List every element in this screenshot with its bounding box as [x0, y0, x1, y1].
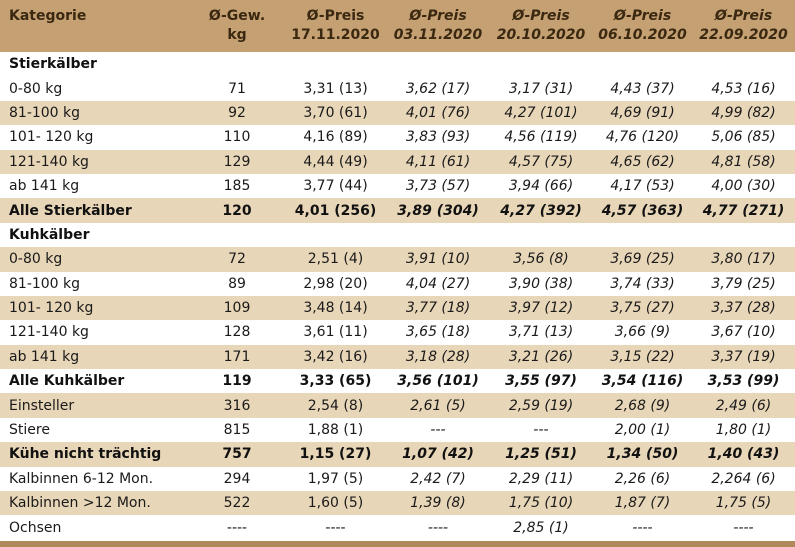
- price-cell: [692, 52, 795, 76]
- table-row: [0, 345, 795, 369]
- bottom-border: [0, 541, 795, 547]
- weight-cell: 120: [190, 198, 284, 222]
- category-cell: Ochsen: [0, 515, 190, 539]
- price-cell: ---: [387, 418, 489, 442]
- price-cell: [489, 223, 593, 247]
- price-cell: 3,69 (25): [593, 247, 692, 271]
- weight-cell: 171: [190, 345, 284, 369]
- price-cell: ---: [489, 418, 593, 442]
- price-cell: 2,00 (1): [593, 418, 692, 442]
- price-cell: 4,69 (91): [593, 101, 692, 125]
- price-cell: 1,97 (5): [284, 467, 387, 491]
- header-weight: Ø-Gew. kg: [190, 0, 284, 52]
- table-row: [0, 418, 795, 442]
- price-cell: 4,17 (53): [593, 174, 692, 198]
- price-cell: 3,48 (14): [284, 296, 387, 320]
- price-cell: 4,56 (119): [489, 125, 593, 149]
- price-cell: 3,77 (18): [387, 296, 489, 320]
- category-cell: Stierkälber: [0, 52, 190, 76]
- price-cell: 3,55 (97): [489, 369, 593, 393]
- price-cell: 3,17 (31): [489, 76, 593, 100]
- table-row: [0, 101, 795, 125]
- price-cell: 3,66 (9): [593, 320, 692, 344]
- category-cell: ab 141 kg: [0, 174, 190, 198]
- section-header-row: [0, 223, 795, 247]
- section-header-row: [0, 52, 795, 76]
- weight-cell: 128: [190, 320, 284, 344]
- table-row: [0, 150, 795, 174]
- price-cell: 3,65 (18): [387, 320, 489, 344]
- price-cell: 1,39 (8): [387, 491, 489, 515]
- price-cell: 3,54 (116): [593, 369, 692, 393]
- price-cell: 1,60 (5): [284, 491, 387, 515]
- price-cell: 4,11 (61): [387, 150, 489, 174]
- price-cell: 3,42 (16): [284, 345, 387, 369]
- price-cell: 2,49 (6): [692, 393, 795, 417]
- price-cell: 4,77 (271): [692, 198, 795, 222]
- weight-cell: 89: [190, 272, 284, 296]
- price-cell: 2,264 (6): [692, 467, 795, 491]
- category-cell: Kuhkälber: [0, 223, 190, 247]
- price-cell: 4,53 (16): [692, 76, 795, 100]
- price-cell: 4,27 (101): [489, 101, 593, 125]
- total-row: [0, 198, 795, 222]
- price-cell: 3,33 (65): [284, 369, 387, 393]
- price-cell: 3,70 (61): [284, 101, 387, 125]
- weight-cell: [190, 223, 284, 247]
- price-cell: 4,57 (75): [489, 150, 593, 174]
- price-cell: 1,15 (27): [284, 442, 387, 466]
- table-row: [0, 393, 795, 417]
- price-cell: [692, 223, 795, 247]
- table-row: [0, 174, 795, 198]
- table-row: [0, 515, 795, 539]
- price-cell: [284, 223, 387, 247]
- header-kategorie: Kategorie: [0, 0, 190, 52]
- price-cell: 2,26 (6): [593, 467, 692, 491]
- table-row: [0, 125, 795, 149]
- table-row: [0, 320, 795, 344]
- category-cell: Kalbinnen >12 Mon.: [0, 491, 190, 515]
- price-cell: [593, 52, 692, 76]
- price-cell: 1,80 (1): [692, 418, 795, 442]
- price-cell: 2,59 (19): [489, 393, 593, 417]
- price-cell: [387, 52, 489, 76]
- price-cell: 4,65 (62): [593, 150, 692, 174]
- table-body: [0, 52, 795, 540]
- price-cell: 3,56 (8): [489, 247, 593, 271]
- price-cell: 2,85 (1): [489, 515, 593, 539]
- price-cell: 1,34 (50): [593, 442, 692, 466]
- price-cell: 3,94 (66): [489, 174, 593, 198]
- price-cell: 3,37 (28): [692, 296, 795, 320]
- weight-cell: 815: [190, 418, 284, 442]
- category-cell: 0-80 kg: [0, 76, 190, 100]
- price-cell: 3,61 (11): [284, 320, 387, 344]
- total-row: [0, 442, 795, 466]
- category-cell: 101- 120 kg: [0, 296, 190, 320]
- category-cell: 81-100 kg: [0, 272, 190, 296]
- table-row: [0, 467, 795, 491]
- category-cell: 101- 120 kg: [0, 125, 190, 149]
- total-row: [0, 369, 795, 393]
- price-cell: 1,87 (7): [593, 491, 692, 515]
- category-cell: Stiere: [0, 418, 190, 442]
- price-cell: ----: [284, 515, 387, 539]
- price-cell: 1,88 (1): [284, 418, 387, 442]
- price-cell: 4,44 (49): [284, 150, 387, 174]
- price-cell: ----: [593, 515, 692, 539]
- price-cell: 1,25 (51): [489, 442, 593, 466]
- weight-cell: 294: [190, 467, 284, 491]
- price-cell: 3,62 (17): [387, 76, 489, 100]
- weight-cell: 316: [190, 393, 284, 417]
- price-cell: 3,73 (57): [387, 174, 489, 198]
- header-price-2: Ø-Preis 03.11.2020: [387, 0, 489, 52]
- price-cell: 4,81 (58): [692, 150, 795, 174]
- weight-cell: 72: [190, 247, 284, 271]
- price-cell: 2,68 (9): [593, 393, 692, 417]
- header-price-1: Ø-Preis 17.11.2020: [284, 0, 387, 52]
- weight-cell: 110: [190, 125, 284, 149]
- weight-cell: 757: [190, 442, 284, 466]
- weight-cell: 522: [190, 491, 284, 515]
- price-cell: 3,89 (304): [387, 198, 489, 222]
- price-cell: 3,21 (26): [489, 345, 593, 369]
- price-cell: 3,67 (10): [692, 320, 795, 344]
- header-price-3: Ø-Preis 20.10.2020: [489, 0, 593, 52]
- price-cell: 4,04 (27): [387, 272, 489, 296]
- category-cell: Alle Stierkälber: [0, 198, 190, 222]
- price-cell: 3,75 (27): [593, 296, 692, 320]
- header-price-5: Ø-Preis 22.09.2020: [692, 0, 795, 52]
- price-cell: 3,90 (38): [489, 272, 593, 296]
- price-cell: 1,07 (42): [387, 442, 489, 466]
- price-cell: 3,79 (25): [692, 272, 795, 296]
- price-cell: ----: [387, 515, 489, 539]
- price-cell: [593, 223, 692, 247]
- category-cell: 81-100 kg: [0, 101, 190, 125]
- price-cell: 4,76 (120): [593, 125, 692, 149]
- price-cell: 3,74 (33): [593, 272, 692, 296]
- price-cell: 1,75 (10): [489, 491, 593, 515]
- table-row: [0, 296, 795, 320]
- price-cell: 3,18 (28): [387, 345, 489, 369]
- price-cell: 3,77 (44): [284, 174, 387, 198]
- price-cell: 2,61 (5): [387, 393, 489, 417]
- table-header: [0, 0, 795, 52]
- price-cell: 1,75 (5): [692, 491, 795, 515]
- weight-cell: 109: [190, 296, 284, 320]
- table-row: [0, 491, 795, 515]
- price-cell: 3,56 (101): [387, 369, 489, 393]
- table-row: [0, 247, 795, 271]
- weight-cell: ----: [190, 515, 284, 539]
- price-cell: 2,98 (20): [284, 272, 387, 296]
- price-cell: 3,71 (13): [489, 320, 593, 344]
- category-cell: ab 141 kg: [0, 345, 190, 369]
- price-cell: 5,06 (85): [692, 125, 795, 149]
- price-cell: 4,27 (392): [489, 198, 593, 222]
- price-cell: 4,01 (76): [387, 101, 489, 125]
- price-cell: 2,29 (11): [489, 467, 593, 491]
- weight-cell: 119: [190, 369, 284, 393]
- price-cell: [489, 52, 593, 76]
- price-cell: [284, 52, 387, 76]
- table-row: [0, 272, 795, 296]
- price-cell: 3,15 (22): [593, 345, 692, 369]
- weight-cell: 185: [190, 174, 284, 198]
- price-cell: 4,57 (363): [593, 198, 692, 222]
- price-cell: 1,40 (43): [692, 442, 795, 466]
- category-cell: Alle Kuhkälber: [0, 369, 190, 393]
- weight-cell: 129: [190, 150, 284, 174]
- price-cell: 4,99 (82): [692, 101, 795, 125]
- weight-cell: 71: [190, 76, 284, 100]
- price-cell: 4,00 (30): [692, 174, 795, 198]
- category-cell: Kalbinnen 6-12 Mon.: [0, 467, 190, 491]
- weight-cell: [190, 52, 284, 76]
- price-cell: 3,53 (99): [692, 369, 795, 393]
- price-cell: 2,42 (7): [387, 467, 489, 491]
- category-cell: Kühe nicht trächtig: [0, 442, 190, 466]
- price-cell: 3,97 (12): [489, 296, 593, 320]
- price-cell: 3,80 (17): [692, 247, 795, 271]
- price-cell: 3,83 (93): [387, 125, 489, 149]
- price-cell: 4,01 (256): [284, 198, 387, 222]
- price-cell: 2,54 (8): [284, 393, 387, 417]
- price-cell: ----: [692, 515, 795, 539]
- header-price-4: Ø-Preis 06.10.2020: [593, 0, 692, 52]
- price-cell: 2,51 (4): [284, 247, 387, 271]
- table-row: [0, 76, 795, 100]
- category-cell: Einsteller: [0, 393, 190, 417]
- price-cell: 4,43 (37): [593, 76, 692, 100]
- category-cell: 121-140 kg: [0, 150, 190, 174]
- weight-cell: 92: [190, 101, 284, 125]
- price-cell: [387, 223, 489, 247]
- price-cell: 3,37 (19): [692, 345, 795, 369]
- category-cell: 0-80 kg: [0, 247, 190, 271]
- category-cell: 121-140 kg: [0, 320, 190, 344]
- price-cell: 3,91 (10): [387, 247, 489, 271]
- price-cell: 4,16 (89): [284, 125, 387, 149]
- price-cell: 3,31 (13): [284, 76, 387, 100]
